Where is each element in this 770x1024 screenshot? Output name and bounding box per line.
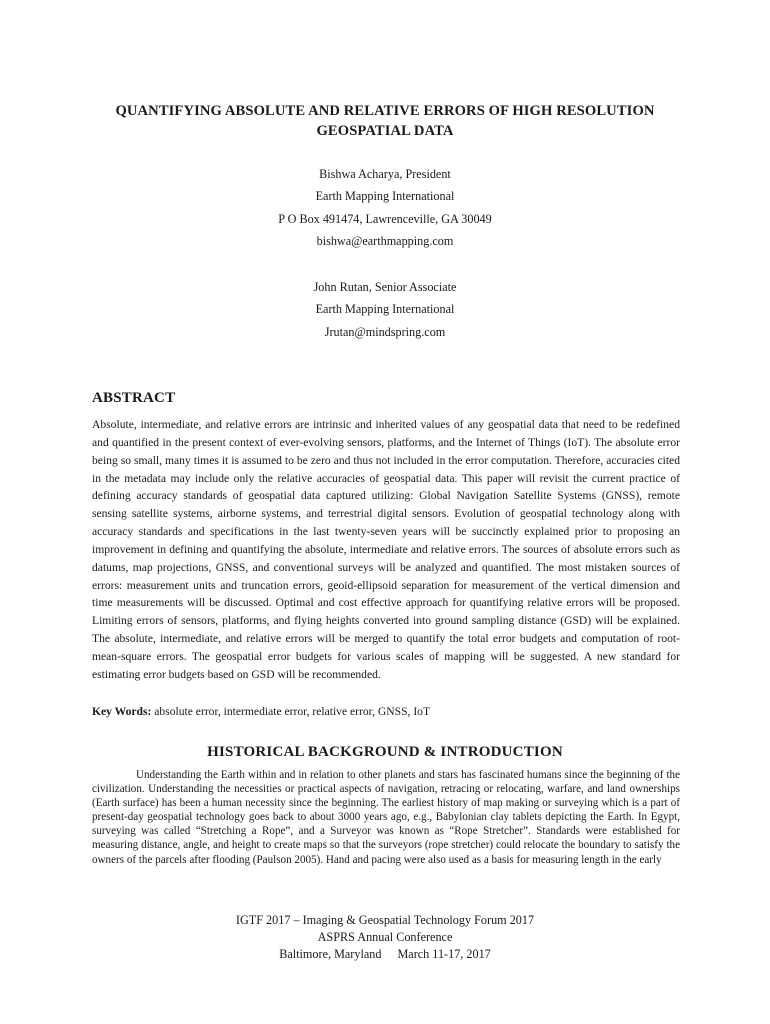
keywords-label: Key Words: (92, 705, 152, 718)
page-footer (60, 912, 710, 963)
abstract-heading: ABSTRACT (92, 390, 176, 406)
author-organization: Earth Mapping International (315, 302, 455, 317)
section-heading: HISTORICAL BACKGROUND & INTRODUCTION (207, 744, 563, 760)
author-email: Jrutan@mindspring.com (324, 324, 446, 339)
author-name-role: Bishwa Acharya, President (319, 167, 451, 181)
title-line-2: GEOSPATIAL DATA (316, 123, 454, 139)
paper-title (60, 101, 710, 141)
footer-line-3 (60, 946, 710, 963)
footer-line-1: IGTF 2017 – Imaging & Geospatial Technology Forum 2017 (235, 913, 535, 927)
author-name-role: John Rutan, Senior Associate (313, 280, 457, 294)
author-block-1 (60, 163, 710, 253)
keywords (92, 703, 680, 721)
footer-line-2: ASPRS Annual Conference (317, 930, 453, 944)
author-organization: Earth Mapping International (315, 189, 455, 204)
title-line-1: QUANTIFYING ABSOLUTE AND RELATIVE ERRORS OF HIGH RESOLUTION (115, 103, 655, 119)
footer-dates: March 11-17, 2017 (397, 947, 491, 961)
author-address: P O Box 491474, Lawrenceville, GA 30049 (278, 211, 492, 226)
author-email: bishwa@earthmapping.com (316, 234, 454, 249)
footer-city: Baltimore, Maryland (279, 947, 382, 961)
section-body: Understanding the Earth within and in relation to other planets and stars has fascinated humans since the beginning of the civilization. Understanding the necessities or practical aspects of navigation, retracing or relocating, warfare, and land ownerships (Earth surface) has been a human necessity since the beginning. The earliest history of map making or surveying which is a part of present-day geospatial technology goes back to about 3000 years ago, e.g., Babylonian clay tablets depicting the Earth. In Egypt, surveying was called “Stretching a Rope”, and a Surveyor was known as “Rope Stretcher”. Standards were established for measuring distance, angle, and height to create maps so that the surveyors (rope stretcher) could relocate the boundary to satisfy the owners of the parcels after flooding (Paulson 2005). Hand and pacing were also used as a basis for measuring length in the early (92, 769, 680, 866)
keywords-text: absolute error, intermediate error, relative error, GNSS, IoT (151, 705, 431, 718)
abstract-body: Absolute, intermediate, and relative errors are intrinsic and inherited values of any geospatial data that need to be redefined and quantified in the present context of ever-evolving sensors, platforms, and the Internet of Things (IoT). The absolute error being so small, many times it is assumed to be zero and thus not included in the error computation. Therefore, accuracies cited in the metadata may include only the relative accuracies of geospatial data. This paper will revisit the current practice of defining accuracy standards of geospatial data captured utilizing: Global Navigation Satellite Systems (GNSS), remote sensing satellite systems, airborne systems, and terrestrial digital sensors. Evolution of geospatial technology along with accuracy standards and specifications in the last twenty-seven years will be succinctly explained prior to proposing an improvement in defining and quantifying the absolute, intermediate and relative errors. The sources of absolute errors such as datums, map projections, GNSS, and conventional surveys will be analyzed and quantified. The most mistaken sources of errors: measurement units and truncation errors, geoid-ellipsoid separation for measurement of the vertical dimension and time measurements will be discussed. Optimal and cost effective approach for quantifying relative errors will be proposed. Limiting errors of sensors, platforms, and flying heights converted into ground sampling distance (GSD) will be explained. The absolute, intermediate, and relative errors will be merged to quantify the total error budgets and computation of root-mean-square errors. The geospatial error budgets for various scales of mapping will be suggested. A new standard for estimating error budgets based on GSD will be recommended. (92, 418, 680, 681)
author-block-2 (60, 276, 710, 343)
